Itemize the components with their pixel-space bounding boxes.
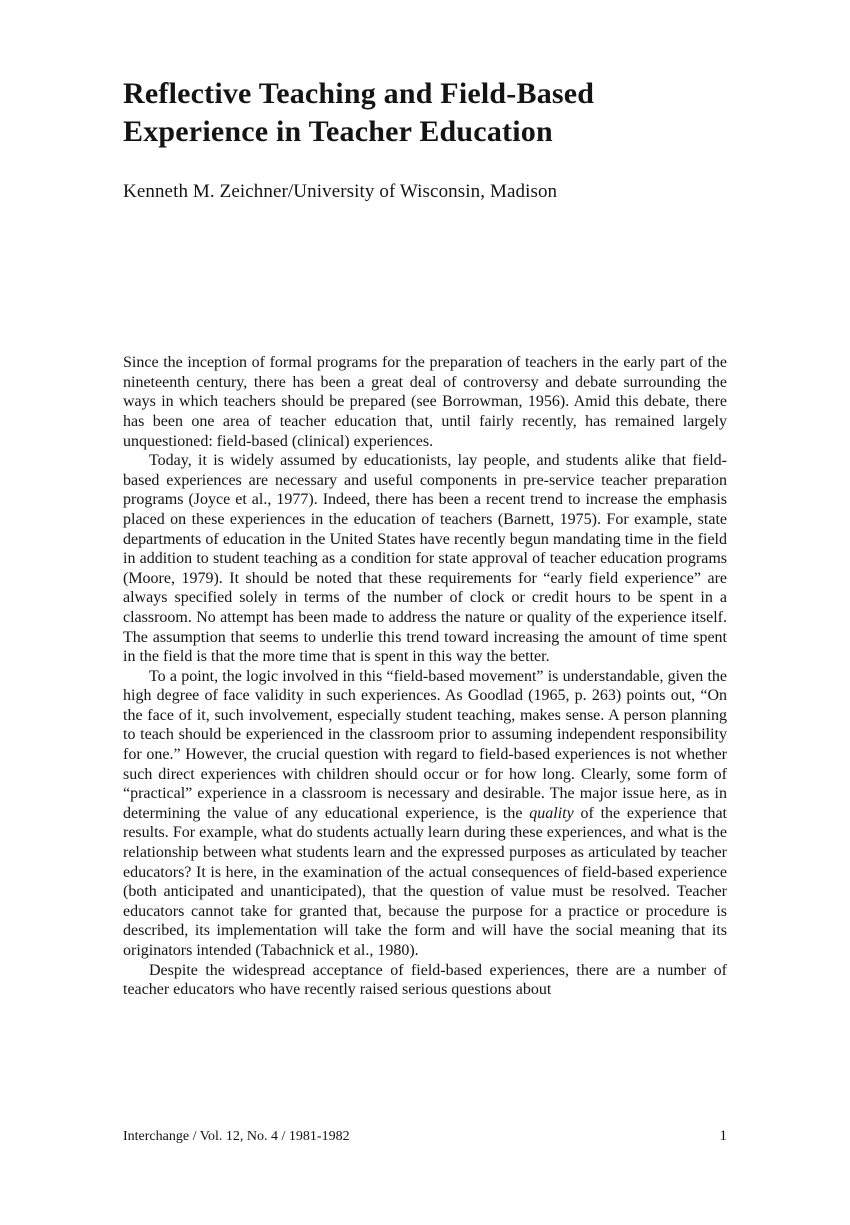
article-title-line-1: Reflective Teaching and Field-Based — [123, 77, 595, 110]
page-content — [123, 0, 727, 1000]
paragraph-3-text-before-italic: To a point, the logic involved in this “field-based movement” is understandable, given the high degree of face validity in such experiences. As Goodlad (1965, p. 263) points out, “On the face of it, such involvement, especially student teaching, makes sense. A person planning to teach should be experienced in the classroom prior to assuming independent responsibility for one.” However, the crucial question with regard to field-based experiences is not whether such direct experiences with children should occur or for how long. Clearly, some form of “practical” experience in a classroom is necessary and desirable. The major issue here, as in determining the value of any educational experience, is the — [123, 667, 727, 822]
page-number: 1 — [719, 1128, 727, 1144]
body-paragraph-2: Today, it is widely assumed by educationists, lay people, and students alike that field-based experiences are necessary and useful components in pre-service teacher preparation programs (Joyce et al., 1977). Indeed, there has been a recent trend to increase the emphasis placed on these experiences in the education of teachers (Barnett, 1975). For example, state departments of education in the United States have recently begun mandating time in the field in addition to student teaching as a condition for state approval of teacher education programs (Moore, 1979). It should be noted that these requirements for “early field experience” are always specified solely in terms of the number of clock or credit hours to be spent in a classroom. No attempt has been made to address the nature or quality of the experience itself. The assumption that seems to underlie this trend toward increasing the amount of time spent in the field is that the more time that is spent in this way the better. — [123, 452, 727, 666]
page-footer — [123, 1128, 727, 1145]
article-title — [123, 75, 727, 151]
body-paragraph-4: Despite the widespread acceptance of field-based experiences, there are a number of teacher educators who have recently raised serious questions about — [123, 961, 727, 999]
paragraph-3-italic-word: quality — [529, 804, 574, 822]
paragraph-3-text-after-italic: of the experience that results. For example, what do students actually learn during these experiences, and what is the relationship between what students learn and the expressed purposes as articulated by teacher educators? It is here, in the examination of the actual consequences of field-based experience (both anticipated and unanticipated), that the question of value must be resolved. Teacher educators cannot take for granted that, because the purpose for a practice or procedure is described, its implementation will take the form and will have the social meaning that its originators intended (Tabachnick et al., 1980). — [123, 804, 727, 959]
article-body — [123, 353, 727, 1000]
body-paragraph-3 — [123, 667, 727, 961]
article-title-line-2: Experience in Teacher Education — [123, 115, 553, 149]
journal-citation: Interchange / Vol. 12, No. 4 / 1981-1982 — [123, 1129, 350, 1144]
body-paragraph-1: Since the inception of formal programs for the preparation of teachers in the early part of the nineteenth century, there has been a great deal of controversy and debate surrounding the ways in which teachers should be prepared (see Borrowman, 1956). Amid this debate, there has been one area of teacher education that, until fairly recently, has remained largely unquestioned: field-based (clinical) experiences. — [123, 354, 727, 450]
author-affiliation-line: Kenneth M. Zeichner/University of Wisconsin, Madison — [123, 181, 558, 203]
